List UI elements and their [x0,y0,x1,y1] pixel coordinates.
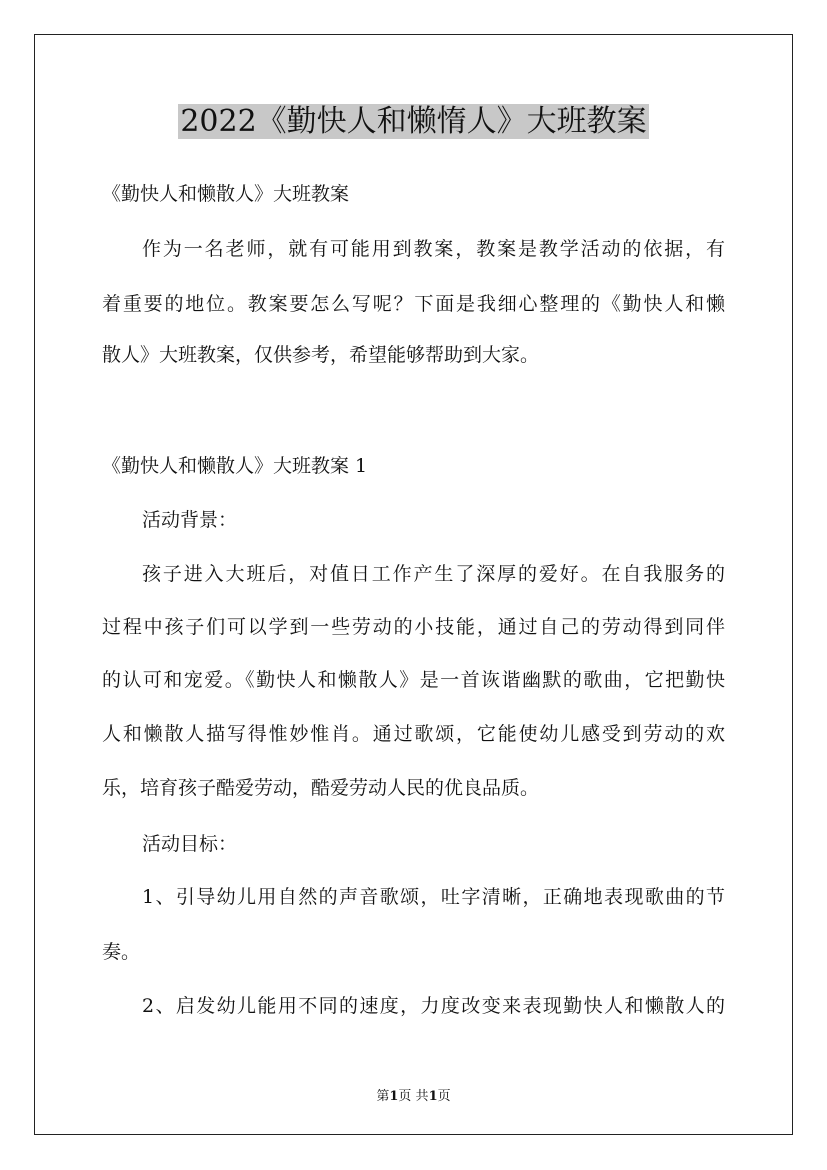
list-item-line: 1、引导幼儿用自然的声音歌颂，吐字清晰，正确地表现歌曲的节 [142,886,725,908]
footer-mid: 页 共 [398,1089,429,1104]
title-text: 2022《勤快人和懒惰人》大班教案 [180,104,647,139]
list-item-line: 2、启发幼儿能用不同的速度，力度改变来表现勤快人和懒散人的 [142,995,725,1017]
footer-total-pages: 1 [428,1089,438,1104]
section-label: 活动目标： [142,833,238,855]
paragraph-line: 乐，培育孩子酷爱劳动，酷爱劳动人民的优良品质。 [102,777,540,799]
footer-prefix: 第 [376,1089,390,1104]
paragraph-line: 散人》大班教案，仅供参考，希望能够帮助到大家。 [102,344,540,366]
document-title [0,100,827,144]
list-item-line: 奏。 [102,941,141,963]
page-footer [0,1085,827,1104]
paragraph-line: 作为一名老师，就有可能用到教案，教案是教学活动的依据，有 [142,238,725,260]
paragraph-line: 孩子进入大班后，对值日工作产生了深厚的爱好。在自我服务的 [142,563,725,585]
paragraph-line: 人和懒散人描写得惟妙惟肖。通过歌颂，它能使幼儿感受到劳动的欢 [102,723,725,745]
footer-suffix: 页 [437,1089,451,1104]
subtitle-line: 《勤快人和懒散人》大班教案 [102,183,350,205]
footer-page-number: 1 [389,1089,399,1104]
paragraph-line: 的认可和宠爱。《勤快人和懒散人》是一首诙谐幽默的歌曲，它把勤快 [102,669,725,691]
section-heading: 《勤快人和懒散人》大班教案 1 [102,455,368,477]
section-label: 活动背景： [142,509,238,531]
paragraph-line: 着重要的地位。教案要怎么写呢？下面是我细心整理的《勤快人和懒 [102,293,725,315]
paragraph-line: 过程中孩子们可以学到一些劳动的小技能，通过自己的劳动得到同伴 [102,616,725,638]
